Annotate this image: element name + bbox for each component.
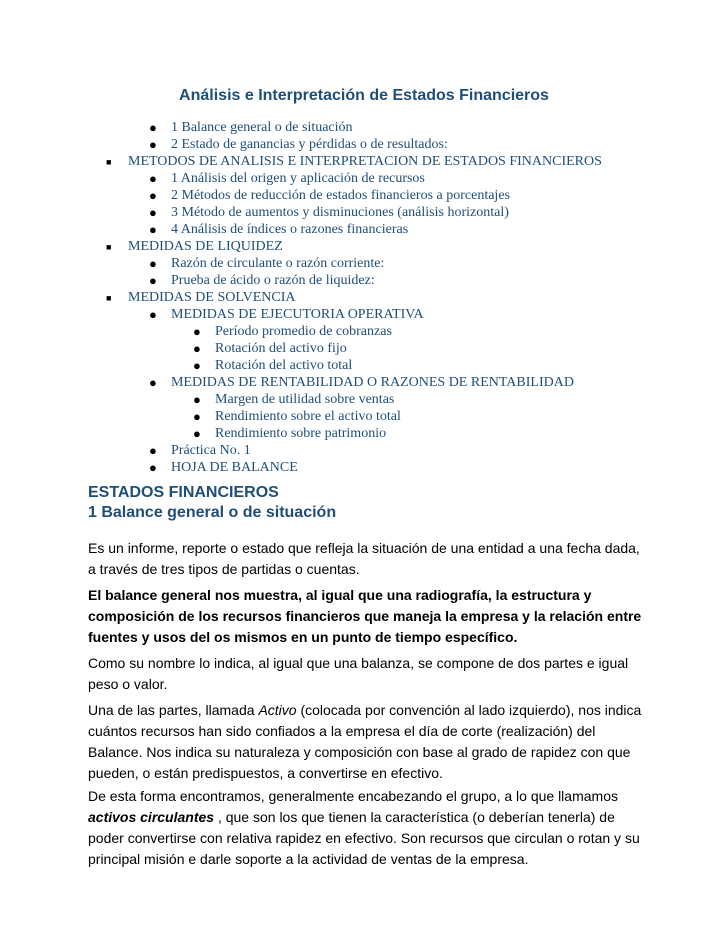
round-bullet-icon: ● — [149, 375, 157, 390]
toc-link[interactable]: Período promedio de cobranzas — [215, 324, 392, 339]
toc-link[interactable]: MEDIDAS DE SOLVENCIA — [128, 290, 296, 305]
toc-link[interactable]: Prueba de ácido o razón de liquidez: — [171, 273, 375, 288]
section-heading: ESTADOS FINANCIEROS — [88, 484, 279, 501]
toc-link[interactable]: MEDIDAS DE RENTABILIDAD O RAZONES DE RENTABILIDAD — [171, 375, 574, 390]
round-bullet-icon: ● — [193, 358, 201, 373]
round-bullet-icon: ● — [149, 137, 157, 152]
toc-link[interactable]: Rotación del activo total — [215, 358, 353, 373]
toc-link[interactable]: MEDIDAS DE EJECUTORIA OPERATIVA — [171, 307, 424, 322]
square-bullet-icon: ■ — [106, 293, 112, 303]
italic-term: Activo — [258, 702, 297, 718]
document-title: Análisis e Interpretación de Estados Financieros — [179, 87, 549, 104]
square-bullet-icon: ■ — [106, 242, 112, 252]
bold-italic-term: activos circulantes — [88, 809, 215, 825]
toc-link[interactable]: 1 Balance general o de situación — [171, 120, 353, 135]
paragraph-text: De esta forma encontramos, generalmente encabezando el grupo, a lo que llamamos — [88, 788, 618, 804]
round-bullet-icon: ● — [193, 341, 201, 356]
round-bullet-icon: ● — [149, 256, 157, 271]
paragraph: Como su nombre lo indica, al igual que una balanza, se compone de dos partes e igual peso o valor. — [88, 655, 629, 692]
paragraph: Es un informe, reporte o estado que refleja la situación de una entidad a una fecha dada, a través de tres tipos de partidas o cuentas. — [88, 540, 640, 577]
toc-link[interactable]: Rendimiento sobre patrimonio — [215, 426, 387, 441]
toc-link[interactable]: METODOS DE ANALISIS E INTERPRETACION DE ESTADOS FINANCIEROS — [128, 154, 602, 169]
toc-link[interactable]: 1 Análisis del origen y aplicación de recursos — [171, 171, 425, 186]
toc-link[interactable]: 2 Métodos de reducción de estados financieros a porcentajes — [171, 188, 510, 203]
round-bullet-icon: ● — [193, 324, 201, 339]
round-bullet-icon: ● — [193, 392, 201, 407]
toc-link[interactable]: 4 Análisis de índices o razones financieras — [171, 222, 409, 237]
toc-link[interactable]: Rendimiento sobre el activo total — [215, 409, 401, 424]
toc-link[interactable]: 3 Método de aumentos y disminuciones (análisis horizontal) — [171, 205, 509, 220]
round-bullet-icon: ● — [193, 426, 201, 441]
round-bullet-icon: ● — [149, 443, 157, 458]
toc-link[interactable]: 2 Estado de ganancias y pérdidas o de resultados: — [171, 137, 448, 152]
round-bullet-icon: ● — [149, 171, 157, 186]
round-bullet-icon: ● — [193, 409, 201, 424]
toc-link[interactable]: Margen de utilidad sobre ventas — [215, 392, 395, 407]
bold-paragraph: El balance general nos muestra, al igual que una radiografía, la estructura y composición de los recursos financieros que maneja la empresa y la relación entre fuentes y usos del os mismos en un punto de tiempo específico. — [88, 587, 642, 645]
paragraph — [88, 700, 648, 784]
paragraph-text: Una de las partes, llamada — [88, 702, 259, 718]
toc-link[interactable]: Razón de circulante o razón corriente: — [171, 256, 385, 271]
round-bullet-icon: ● — [149, 460, 157, 475]
toc-link[interactable]: Práctica No. 1 — [171, 443, 251, 458]
toc-link[interactable]: Rotación del activo fijo — [215, 341, 347, 356]
round-bullet-icon: ● — [149, 273, 157, 288]
square-bullet-icon: ■ — [106, 157, 112, 167]
round-bullet-icon: ● — [149, 222, 157, 237]
toc-link[interactable]: HOJA DE BALANCE — [171, 460, 298, 475]
toc-link[interactable]: MEDIDAS DE LIQUIDEZ — [128, 239, 283, 254]
paragraph-text: , que son los que tienen la característica (o deberían tenerla) de poder convertirse con relativa rapidez en efectivo. Son recursos que circulan o rotan y su principal misión e darle soporte a la actividad de ventas de la empresa. — [88, 809, 640, 867]
subsection-heading: 1 Balance general o de situación — [88, 504, 337, 521]
round-bullet-icon: ● — [149, 205, 157, 220]
round-bullet-icon: ● — [149, 307, 157, 322]
paragraph — [88, 786, 648, 870]
round-bullet-icon: ● — [149, 120, 157, 135]
round-bullet-icon: ● — [149, 188, 157, 203]
paragraph-text: (colocada por convención al lado izquierdo), nos indica cuántos recursos han sido confiados a la empresa el día de corte (realización) del Balance. Nos indica su naturaleza y composición con base al grado de rapidez con que pueden, o están predispuestos, a convertirse en efectivo. — [88, 702, 642, 781]
